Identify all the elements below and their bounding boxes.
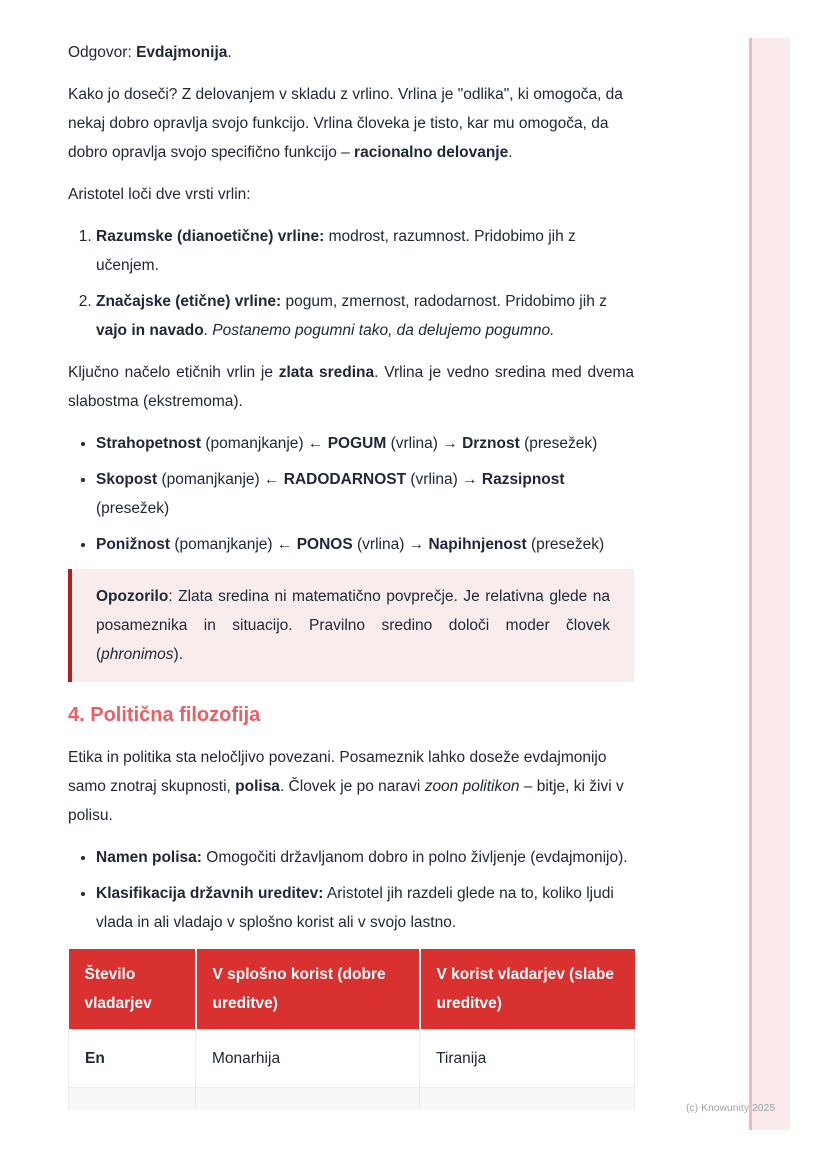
golden-mean-examples-list [68, 429, 634, 559]
table-row-partial-cutoff [69, 1088, 635, 1110]
government-forms-table [68, 949, 635, 1110]
paragraph-two-kinds-intro: Aristotel loči dve vrsti vrlin: [68, 186, 251, 203]
virtue-types-list [68, 222, 634, 345]
table-cell-empty [420, 1088, 635, 1110]
table-header-bad-forms: V korist vladarjev (slabe ureditve) [420, 949, 635, 1030]
table-cell-empty [196, 1088, 420, 1110]
paragraph-golden-mean: Ključno načelo etičnih vrlin je zlata sredina. Vrlina je vedno sredina med dvema slabostma (ekstremoma). [68, 364, 634, 410]
table-cell-rulers-en: En [69, 1030, 196, 1088]
answer-line: Odgovor: Evdajmonija. [68, 44, 232, 61]
polis-points-list [68, 843, 634, 937]
table-cell-monarchy: Monarhija [196, 1030, 420, 1088]
list-item-generosity-example: • Skopost (pomanjkanje) ← RADODARNOST (vrlina) → Razsipnost (presežek) [96, 465, 634, 523]
warning-callout [68, 569, 634, 682]
watermark: (c) Knowunity 2025 [686, 1103, 776, 1114]
table-header-good-forms: V splošno korist (dobre ureditve) [196, 949, 420, 1030]
list-item-polis-purpose: • Namen polisa: Omogočiti državljanom dobro in polno življenje (evdajmonijo). [96, 843, 634, 872]
list-item-ethical-virtues: 2. Značajske (etične) vrline: pogum, zmernost, radodarnost. Pridobimo jih z vajo in navado. Postanemo pogumni tako, da delujemo pogumno. [96, 287, 634, 345]
document-content [68, 38, 634, 1110]
table-header-row [69, 949, 635, 1030]
section-heading-political-philosophy: 4. Politična filozofija [68, 704, 261, 726]
table-cell-empty [69, 1088, 196, 1110]
table-cell-tyranny: Tiranija [420, 1030, 635, 1088]
table-header-rulers-count: Število vladarjev [69, 949, 196, 1030]
table-row-one-ruler [69, 1030, 635, 1088]
list-item-pride-example: • Ponižnost (pomanjkanje) ← PONOS (vrlina) → Napihnjenost (presežek) [96, 530, 634, 559]
paragraph-politics: Etika in politika sta neločljivo povezani. Posameznik lahko doseže evdajmonijo samo znotraj skupnosti, polisa. Človek je po naravi zoon politikon – bitje, ki živi v polisu. [68, 749, 624, 824]
warning-callout-text: Opozorilo: Zlata sredina ni matematično povprečje. Je relativna glede na posameznika in situacijo. Pravilno sredino določi moder človek (phronimos). [96, 588, 610, 663]
list-item-courage-example: • Strahopetnost (pomanjkanje) ← POGUM (vrlina) → Drznost (presežek) [96, 429, 634, 458]
paragraph-virtue-definition: Kako jo doseči? Z delovanjem v skladu z vrlino. Vrlina je "odlika", ki omogoča, da nekaj dobro opravlja svojo funkcijo. Vrlina človeka je tisto, kar mu omogoča, da dobro opravlja svojo specifično funkcijo – racionalno delovanje. [68, 86, 623, 161]
list-item-dianoetic-virtues: 1. Razumske (dianoetične) vrline: modrost, razumnost. Pridobimo jih z učenjem. [96, 222, 634, 280]
list-item-classification: • Klasifikacija državnih ureditev: Aristotel jih razdeli glede na to, koliko ljudi vlada in ali vladajo v splošno korist ali v svojo lastno. [96, 879, 634, 937]
page-edge-accent-bar [749, 38, 790, 1130]
